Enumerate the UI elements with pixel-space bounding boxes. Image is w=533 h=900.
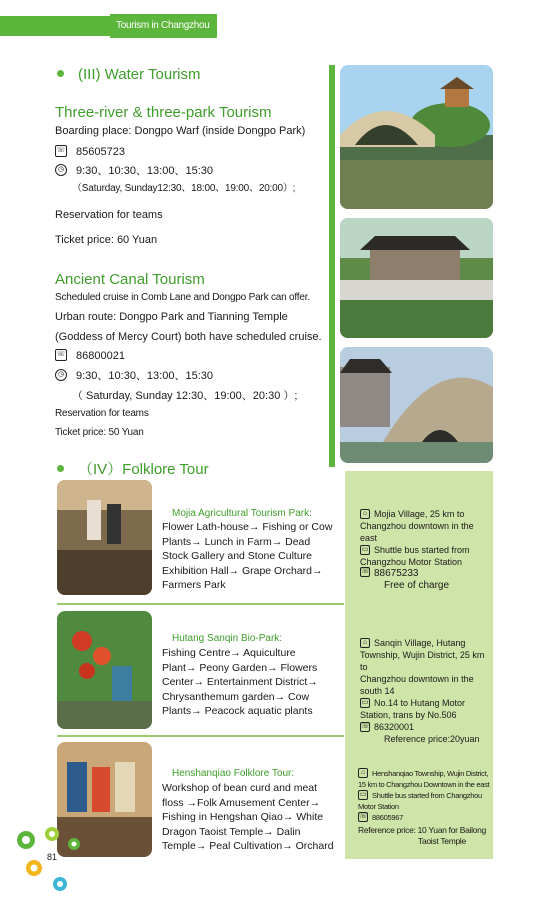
tour-2-desc-line: Fishing Centre→ Aquiculture bbox=[162, 647, 296, 659]
canal-times-row bbox=[55, 369, 213, 384]
tour-3-title: Henshanqiao Folklore Tour: bbox=[172, 768, 295, 779]
canal-line3: (Goddess of Mercy Court) both have scheduled cruise. bbox=[55, 331, 322, 343]
tour-1-location: Mojia Village, 25 km to bbox=[374, 509, 465, 519]
section-folklore-title-text: （IV）Folklore Tour bbox=[78, 461, 209, 478]
header-bar bbox=[0, 16, 110, 36]
tour-1-bus: Shuttle bus started from bbox=[374, 545, 470, 555]
tour-2-location: Sanqin Village, Hutang bbox=[374, 638, 466, 648]
page-number: 81 bbox=[47, 852, 58, 862]
phone-icon: ☏ bbox=[361, 568, 370, 576]
bus-icon: ▭ bbox=[361, 698, 369, 706]
bus-icon: ▭ bbox=[361, 545, 369, 553]
canal-times: 9:30、10:30、13:00、15:30 bbox=[76, 370, 213, 382]
tour-1-info bbox=[360, 508, 492, 592]
tour-3-phone: 88605967 bbox=[372, 813, 403, 823]
three-river-weekend: （Saturday, Sunday12:30、18:00、19:00、20:00）; bbox=[72, 183, 296, 194]
tour-2-desc-line: Chrysanthemum garden→ Cow bbox=[162, 690, 310, 703]
tour-2-info bbox=[360, 637, 494, 745]
tour-2-desc-line: Plants→ Peacock aquatic plants bbox=[162, 705, 313, 717]
tour-divider bbox=[57, 735, 344, 737]
tour-3-price: Taoist Temple bbox=[418, 836, 466, 847]
tour-3-bus: Shuttle bus started from Changzhou bbox=[372, 791, 482, 801]
tour-2-bus: No.14 to Hutang Motor bbox=[374, 698, 466, 708]
photo-pavilion bbox=[340, 218, 493, 338]
tour-divider bbox=[57, 603, 344, 605]
phone-icon: ☏ bbox=[361, 722, 370, 730]
three-river-phone: 85605723 bbox=[76, 146, 125, 158]
canal-line1: Scheduled cruise in Comb Lane and Dongpo Park can offer. bbox=[55, 292, 310, 303]
tour-2-desc-line: Center→ Entertainment District→ bbox=[162, 676, 318, 688]
photo-mojia bbox=[57, 480, 152, 595]
canal-weekend: （ Saturday, Sunday 12:30、19:00、20:30 ）; bbox=[72, 390, 298, 402]
house-icon: ⌂ bbox=[360, 509, 370, 519]
tour-2-price: Reference price:20yuan bbox=[384, 734, 480, 744]
tour-2-phone: 86320001 bbox=[374, 722, 415, 732]
tour-1-desc-line: Stock Gallery and Stone Culture bbox=[162, 550, 312, 562]
phone-icon: ☏ bbox=[55, 145, 67, 157]
tour-1-desc-line: Flower Lath-house→ Fishing or Cow bbox=[162, 521, 333, 533]
canal-reservation: Reservation for teams bbox=[55, 408, 149, 419]
tour-3-location: Henshanqiao Township, Wujin District, bbox=[372, 769, 489, 778]
header-tab: Tourism in Changzhou bbox=[110, 14, 217, 38]
tour-3-desc-line: Fishing in Hengshan Qiao→ White bbox=[162, 811, 324, 823]
three-river-boarding: Boarding place: Dongpo Warf (inside Dongpo Park) bbox=[55, 125, 306, 137]
phone-icon: ☏ bbox=[359, 813, 368, 821]
tour-2-location: Changzhou downtown in the south 14 bbox=[360, 674, 474, 696]
photo-arch-bridge bbox=[340, 347, 493, 463]
canal-ticket: Ticket price: 50 Yuan bbox=[55, 427, 144, 438]
tour-3-desc-line: Dragon Taoist Temple→ Dalin bbox=[162, 825, 301, 838]
tour-2-desc-line: Plant→ Peony Garden→ Flowers bbox=[162, 661, 318, 674]
phone-icon: ☏ bbox=[55, 349, 67, 361]
tour-3-bus: Motor Station bbox=[358, 802, 399, 812]
tour-3-desc-line: Workshop of bean curd and meat bbox=[162, 782, 318, 794]
clock-icon: ◷ bbox=[55, 164, 67, 176]
tour-3-desc-line: Temple→ Peal Cultivation→ Orchard bbox=[162, 840, 334, 852]
bullet-icon bbox=[57, 70, 64, 77]
section-water-title bbox=[57, 66, 201, 83]
bus-icon: ▭ bbox=[359, 791, 367, 799]
three-river-times-row bbox=[55, 164, 213, 179]
tour-3-price: Reference price: 10 Yuan for Bailong bbox=[358, 825, 486, 836]
tour-1-desc bbox=[162, 520, 332, 593]
tour-1-desc-line: Farmers Park bbox=[162, 579, 226, 591]
canal-phone-row bbox=[55, 349, 125, 364]
three-river-title: Three-river & three-park Tourism bbox=[55, 104, 272, 121]
canal-line2: Urban route: Dongpo Park and Tianning Temple bbox=[55, 311, 288, 323]
house-icon: ⌂ bbox=[358, 768, 368, 778]
tour-2-bus: Station, trans by No.506 bbox=[360, 710, 457, 720]
tour-1-title: Mojia Agricultural Tourism Park: bbox=[172, 508, 312, 519]
vertical-divider bbox=[329, 65, 335, 467]
tour-2-title: Hutang Sanqin Bio-Park: bbox=[172, 633, 283, 644]
tour-3-info bbox=[358, 768, 494, 847]
tour-2-location: Township, Wujin District, 25 km to bbox=[360, 650, 485, 672]
tour-1-phone: 88675233 bbox=[374, 568, 419, 579]
three-river-reservation: Reservation for teams bbox=[55, 209, 163, 221]
section-folklore-title bbox=[57, 458, 209, 479]
three-river-phone-row bbox=[55, 145, 125, 160]
photo-stone-bridge bbox=[340, 65, 493, 209]
tour-1-desc-line: Plants→ Lunch in Farm→ Dead bbox=[162, 535, 311, 548]
tour-1-price: Free of charge bbox=[384, 580, 450, 591]
house-icon: ⌂ bbox=[360, 638, 370, 648]
section-water-title-text: (III) Water Tourism bbox=[78, 66, 201, 83]
tour-3-desc bbox=[162, 781, 334, 854]
bullet-icon bbox=[57, 465, 64, 472]
canal-phone: 86800021 bbox=[76, 350, 125, 362]
clock-icon: ◷ bbox=[55, 369, 67, 381]
tour-1-bus: Changzhou Motor Station bbox=[360, 557, 463, 567]
tour-1-location: Changzhou downtown in the east bbox=[360, 521, 474, 543]
tour-3-desc-line: floss →Folk Amusement Center→ bbox=[162, 796, 321, 809]
photo-hutang bbox=[57, 611, 152, 729]
three-river-ticket: Ticket price: 60 Yuan bbox=[55, 234, 158, 246]
tour-2-desc bbox=[162, 646, 318, 719]
tour-1-desc-line: Exhibition Hall→ Grape Orchard→ bbox=[162, 564, 323, 577]
canal-title: Ancient Canal Tourism bbox=[55, 271, 205, 288]
three-river-times: 9:30、10:30、13:00、15:30 bbox=[76, 165, 213, 177]
tour-3-location: 15 km to Changzhou Downtown in the east bbox=[358, 780, 490, 790]
